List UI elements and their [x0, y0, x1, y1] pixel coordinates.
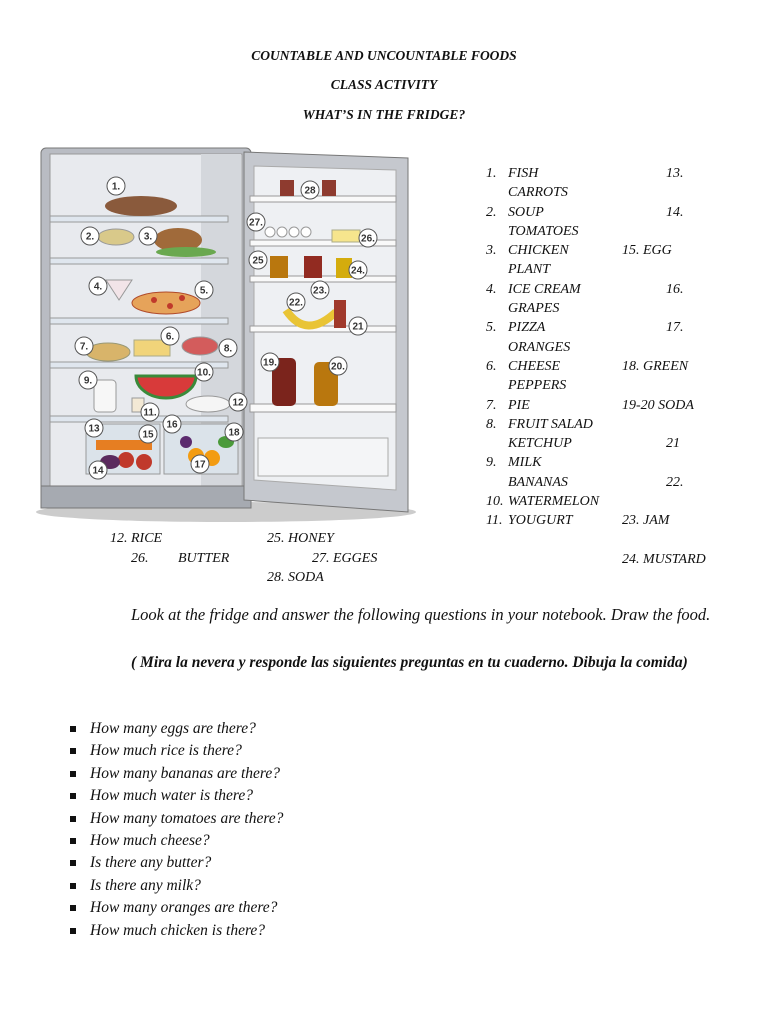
food-number-label: 19.	[263, 357, 277, 369]
list-row	[486, 338, 599, 357]
bullet-icon	[70, 883, 76, 889]
food-number-label: 25	[252, 255, 264, 267]
list-food-name: CHICKEN	[508, 243, 569, 259]
bullet-icon	[70, 748, 76, 754]
list-right-entry: 19-20 SODA	[622, 397, 694, 413]
food-number-label: 23.	[313, 285, 327, 297]
food-number-label: 8.	[223, 343, 233, 355]
list-food-name: KETCHUP	[508, 436, 572, 452]
food-number-label: 7.	[79, 341, 89, 353]
egg-food	[265, 227, 275, 237]
list-food-name: CHEESE	[508, 358, 561, 374]
list-food-name: PIE	[508, 397, 530, 413]
instructions-english: Look at the fridge and answer the following questions in your notebook. Draw the food.	[131, 605, 711, 624]
list-food-name: PEPPERS	[508, 378, 567, 394]
list-row	[486, 260, 599, 279]
list-row	[486, 453, 599, 472]
ketchup-food	[334, 300, 346, 328]
fridge-shelf	[50, 318, 228, 324]
list-food-name: YOUGURT	[508, 513, 573, 529]
fish-food	[105, 196, 177, 216]
grapes-food	[180, 436, 192, 448]
list-food-name: MILK	[508, 455, 542, 471]
food-number-label: 18	[228, 427, 240, 439]
question-text: How much chicken is there?	[90, 921, 266, 939]
list-food-name: PIZZA	[508, 320, 546, 336]
list-row	[486, 415, 599, 434]
list-number: 5.	[486, 320, 497, 336]
food-number-label: 20.	[331, 361, 345, 373]
food-number-label: 2.	[85, 231, 95, 243]
question-text: How much cheese?	[90, 832, 210, 850]
food-number-label: 21	[352, 321, 364, 333]
food-number-label: 15	[142, 429, 154, 441]
food-number-label: 22.	[289, 297, 303, 309]
question-item	[70, 785, 283, 807]
food-number-label: 24.	[351, 265, 365, 277]
list-number: 10.	[486, 494, 504, 510]
list-row	[486, 203, 599, 222]
list-row	[486, 299, 599, 318]
jar-food	[280, 180, 294, 196]
question-text: How many bananas are there?	[90, 764, 280, 782]
honey-food	[270, 256, 288, 278]
question-text: How many tomatoes are there?	[90, 809, 284, 827]
fridge-shelf	[50, 416, 228, 422]
list-food-name: SOUP	[508, 204, 544, 220]
egg-food	[289, 227, 299, 237]
question-item	[70, 763, 283, 785]
worksheet-heading: WHAT’S IN THE FRIDGE?	[302, 107, 466, 122]
list-number: 1.	[486, 166, 497, 181]
pizza-topping	[151, 297, 157, 303]
food-number-label: 28	[304, 185, 316, 197]
list-row	[486, 434, 599, 453]
fridge-shelf	[50, 216, 228, 222]
food-number-label: 16	[166, 419, 178, 431]
list-right-entry: 24. MUSTARD	[622, 551, 706, 567]
food-number-label: 17	[194, 459, 206, 471]
list-right-entry: 22.	[666, 474, 684, 490]
question-list	[70, 718, 283, 942]
pizza-food	[132, 292, 200, 314]
worksheet-subtitle: CLASS ACTIVITY	[330, 77, 438, 92]
list-number: 7.	[486, 397, 497, 413]
bullet-icon	[70, 771, 76, 777]
list-number: 9.	[486, 455, 497, 471]
rice-food	[186, 396, 230, 412]
list-right-entry: 16.	[666, 281, 684, 297]
fruit-salad-food	[182, 337, 218, 355]
list-right-entry: 15. EGG	[622, 243, 672, 259]
list-number: 2.	[486, 204, 497, 220]
bullet-icon	[70, 838, 76, 844]
list-row	[486, 473, 599, 492]
list-food-name: FRUIT SALAD	[508, 416, 593, 432]
list-row	[486, 376, 599, 395]
question-item	[70, 808, 283, 830]
list-row	[486, 241, 599, 260]
instructions-spanish: ( Mira la nevera y responde las siguientes preguntas en tu cuaderno. Dibuja la comida)	[131, 654, 688, 671]
bottom-item-soda: 28. SODA	[267, 570, 324, 585]
list-food-name: ICE CREAM	[508, 281, 581, 297]
list-row	[486, 396, 599, 415]
soup-food	[98, 229, 134, 245]
fridge-illustration	[36, 140, 416, 522]
list-right-entry: 14.	[666, 204, 684, 220]
food-number-label: 27.	[249, 217, 263, 229]
food-number-label: 9.	[83, 375, 93, 387]
food-number-label: 26.	[361, 233, 375, 245]
list-number: 8.	[486, 416, 497, 432]
food-number-label: 12	[232, 397, 244, 409]
lettuce-food	[156, 247, 216, 257]
bottom-item-egges: 27. EGGES	[312, 551, 378, 566]
question-text: How much water is there?	[90, 787, 254, 805]
bullet-icon	[70, 905, 76, 911]
question-text: Is there any milk?	[90, 876, 201, 894]
question-item	[70, 897, 283, 919]
food-number-label: 11.	[143, 407, 157, 419]
list-right-entry: 13.	[666, 166, 684, 181]
list-food-name: ORANGES	[508, 339, 571, 355]
list-food-name: CARROTS	[508, 185, 568, 201]
egg-food	[301, 227, 311, 237]
food-number-label: 10.	[197, 367, 211, 379]
butter-food	[332, 230, 360, 242]
food-list-left	[486, 164, 599, 531]
list-food-name: FISH	[508, 166, 539, 181]
jar-food	[322, 180, 336, 196]
pizza-topping	[167, 303, 173, 309]
bottom-item-rice: 12. RICE	[110, 531, 163, 546]
list-right-entry: 23. JAM	[622, 513, 670, 529]
tomato-food	[118, 452, 134, 468]
question-item	[70, 830, 283, 852]
question-item	[70, 875, 283, 897]
fridge-shelf	[50, 258, 228, 264]
food-number-label: 1.	[111, 181, 121, 193]
food-number-label: 14	[92, 465, 104, 477]
list-number: 6.	[486, 358, 497, 374]
question-text: How many eggs are there?	[90, 720, 256, 737]
list-food-name: BANANAS	[508, 474, 568, 490]
bottom-item-butter-number: 26.	[131, 551, 149, 566]
list-row	[486, 318, 599, 337]
pizza-topping	[179, 295, 185, 301]
list-row	[486, 222, 599, 241]
question-text: How many oranges are there?	[90, 899, 278, 917]
door-shelf	[250, 196, 396, 202]
worksheet-title: COUNTABLE AND UNCOUNTABLE FOODS	[251, 48, 517, 63]
food-number-label: 4.	[93, 281, 103, 293]
bottom-item-butter: BUTTER	[178, 551, 230, 566]
list-food-name: GRAPES	[508, 301, 560, 317]
list-row	[486, 280, 599, 299]
egg-food	[277, 227, 287, 237]
bottom-item-honey: 25. HONEY	[267, 531, 334, 546]
list-row	[486, 183, 599, 202]
list-right-entry: 18. GREEN	[622, 358, 689, 374]
food-list-right	[622, 164, 706, 589]
list-number: 3.	[486, 243, 497, 259]
bullet-icon	[70, 860, 76, 866]
list-food-name: PLANT	[508, 262, 551, 278]
food-number-label: 13	[88, 423, 100, 435]
list-row	[486, 492, 599, 511]
milk-food	[94, 380, 116, 412]
list-number: 4.	[486, 281, 497, 297]
bullet-icon	[70, 793, 76, 799]
food-number-label: 3.	[143, 231, 153, 243]
fridge-base	[41, 486, 251, 508]
question-item	[70, 920, 283, 942]
list-number: 11.	[486, 513, 503, 529]
question-item	[70, 740, 283, 762]
list-right-entry: 17.	[666, 320, 684, 336]
question-item	[70, 852, 283, 874]
list-row	[486, 357, 599, 376]
bullet-icon	[70, 726, 76, 732]
list-row	[486, 164, 599, 183]
list-row	[486, 511, 599, 530]
food-number-label: 5.	[199, 285, 209, 297]
door-shelf	[250, 326, 396, 332]
tomato-food	[136, 454, 152, 470]
jam-food	[304, 256, 322, 278]
question-item	[70, 718, 283, 740]
bullet-icon	[70, 928, 76, 934]
list-right-entry: 21	[666, 436, 680, 452]
question-text: Is there any butter?	[90, 854, 212, 872]
food-number-label: 6.	[165, 331, 175, 343]
bullet-icon	[70, 816, 76, 822]
list-food-name: WATERMELON	[508, 494, 600, 510]
question-text: How much rice is there?	[90, 742, 242, 760]
door-bin	[258, 438, 388, 476]
list-food-name: TOMATOES	[508, 223, 579, 239]
